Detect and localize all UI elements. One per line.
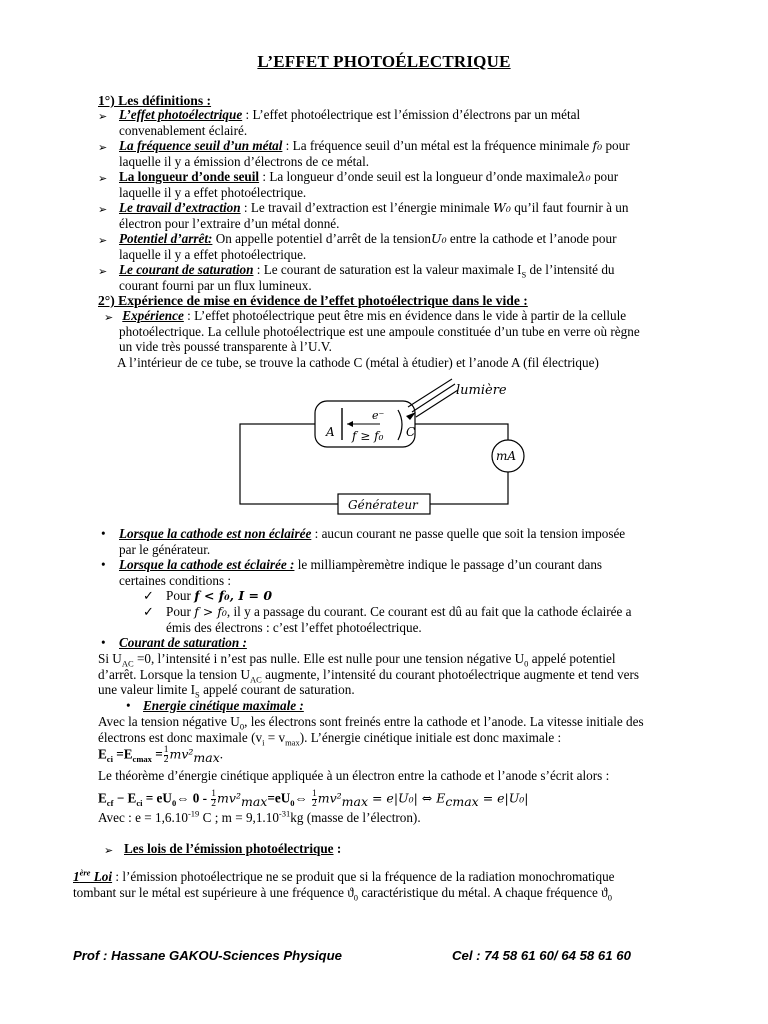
definition-text-cont: convenablement éclairé. [119, 122, 248, 138]
eq-text: − E [113, 790, 137, 806]
equation-kinetic-energy [98, 746, 223, 765]
arrow-bullet-icon: ➢ [104, 312, 114, 324]
eq-text: = [151, 746, 163, 762]
subscript: cmax [132, 754, 152, 765]
definition-text: de l’intensité du [526, 262, 615, 277]
condition-text: Pour [166, 588, 195, 603]
page-title: L’EFFET PHOTOÉLECTRIQUE [257, 52, 511, 71]
laws-heading-colon: : [333, 841, 342, 856]
arrow-bullet-icon: ➢ [98, 204, 108, 216]
eq-text: mv² [217, 790, 241, 806]
subscript: 0 [239, 721, 245, 732]
frac-den: 2 [163, 755, 169, 765]
eq-text: mv² [317, 790, 342, 806]
eq-text: mv² [169, 746, 194, 762]
definition-item [119, 231, 675, 262]
definition-text: qu’il faut fournir à un [510, 200, 629, 215]
subscript: AC [249, 674, 262, 685]
checkmark-icon: ✓ [143, 588, 155, 603]
math-symbol: f₀ [592, 138, 603, 153]
superscript: -19 [187, 808, 200, 819]
first-law-term [73, 869, 112, 884]
eq-text: = e|U₀| ⇔ E [368, 790, 446, 806]
definition-term: La fréquence seuil d’un métal [119, 138, 283, 153]
subscript: 0 [290, 798, 295, 809]
definition-term: Le courant de saturation [119, 262, 254, 277]
para-text: : l’émission photoélectrique ne se produit que si la fréquence de la radiation monochromatique [112, 869, 615, 884]
subscript: S [195, 689, 200, 700]
eq-text: E [98, 790, 107, 806]
first-law-paragraph [73, 867, 693, 903]
observation-term: Lorsque la cathode est éclairée : [119, 557, 295, 572]
bullet-dot-icon: • [126, 698, 131, 713]
saturation-heading [119, 635, 247, 651]
observation-term: Energie cinétique maximale : [143, 698, 304, 713]
observation-term: Lorsque la cathode est non éclairée [119, 526, 312, 541]
math-symbol: U₀ [431, 231, 447, 246]
subscript: max [341, 794, 369, 810]
experiment-term: Expérience [122, 308, 184, 323]
para-text: tombant sur le métal est supérieure à une fréquence ϑ [73, 884, 354, 900]
experiment-text-anode: A l’intérieur de ce tube, se trouve la cathode C (métal à étudier) et l’anode A (fil électrique) [117, 355, 599, 370]
subscript: 0 [353, 892, 359, 903]
definition-text-cont: laquelle il y a effet photoélectrique. [119, 184, 307, 200]
definition-term: L’effet photoélectrique [119, 107, 243, 122]
frequency-condition-label: f ≥ f₀ [352, 429, 384, 443]
observation-term: Courant de saturation : [119, 635, 247, 650]
arrow-bullet-icon: ➢ [98, 235, 108, 247]
frac-num: 1 [163, 745, 169, 755]
math-condition: f > f₀ [194, 604, 227, 619]
milliammeter-label: mA [496, 449, 517, 463]
definition-text: : La longueur d’onde seuil est la longueur d’onde maximale [259, 169, 578, 184]
eq-text: E [98, 746, 107, 762]
observation-dark [119, 526, 679, 557]
laws-heading-text: Les lois de l’émission photoélectrique [124, 841, 334, 856]
definition-text: : Le courant de saturation est la valeur maximale I [253, 262, 522, 277]
anode-label: A [326, 425, 335, 439]
subscript: max [285, 737, 300, 748]
para-text: Si U [98, 651, 122, 666]
arrow-bullet-icon: ➢ [98, 266, 108, 278]
observation-text: le milliampèremètre indique le passage d’un courant dans [294, 557, 603, 572]
section-heading-laws [124, 841, 341, 857]
observation-text: par le générateur. [119, 541, 211, 557]
eq-text: = eU [142, 790, 172, 806]
definition-term: Le travail d’extraction [119, 200, 241, 215]
definition-text-cont: électron pour l’extraire d’un métal donné. [119, 215, 340, 231]
condition-text: Pour [166, 604, 195, 619]
para-text: Avec la tension négative U [98, 714, 240, 729]
subscript: i [262, 737, 265, 748]
equation-theorem [98, 790, 529, 809]
kinetic-energy-paragraph [98, 714, 698, 748]
subscript: max [193, 750, 220, 766]
eq-text: =eU [267, 790, 291, 806]
eq-text: ⇔ 0 - [176, 790, 207, 806]
eq-text: =E [112, 746, 133, 762]
arrow-bullet-icon: ➢ [98, 142, 108, 154]
subscript: max [240, 794, 268, 810]
subscript: 0 [524, 658, 529, 669]
theorem-line: Le théorème d’énergie cinétique appliquée à un électron entre la cathode et l’anode s’écrit alors : [98, 768, 610, 783]
bullet-dot-icon: • [101, 635, 106, 650]
light-rays-icon [406, 379, 458, 420]
definition-text: entre la cathode et l’anode pour [446, 231, 617, 246]
experiment-text: un vide très poussé transparente à l’U.V. [119, 339, 332, 355]
definition-item [119, 262, 675, 293]
footer-phone: Cel : 74 58 61 60/ 64 58 61 60 [452, 948, 631, 963]
subscript: cmax [445, 794, 479, 810]
definition-term: Potentiel d’arrêt: [119, 231, 213, 246]
experiment-text: photoélectrique. La cellule photoélectrique est une ampoule constituée d’un tube en verre où règne [119, 323, 640, 339]
electron-label: e⁻ [372, 409, 385, 422]
para-text: appelé potentiel [528, 651, 616, 666]
law-word: Loi [90, 869, 113, 884]
para-text: = v [264, 729, 286, 745]
subscript: 0 [607, 892, 612, 903]
para-text: Avec : e = 1,6.10 [98, 810, 188, 825]
arrow-bullet-icon: ➢ [98, 173, 108, 185]
fraction-one-half [312, 790, 317, 809]
section-heading-experiment: 2°) Expérience de mise en évidence de l’effet photoélectrique dans le vide : [98, 293, 528, 308]
definition-item [119, 138, 675, 169]
checkmark-icon: ✓ [143, 604, 155, 619]
generator-label: Générateur [348, 498, 418, 512]
definition-text: On appelle potentiel d’arrêt de la tension [212, 231, 432, 246]
superscript: ère [79, 867, 91, 878]
observation-text: : aucun courant ne passe quelle que soit la tension imposée [311, 526, 626, 541]
observation-lit [119, 557, 679, 588]
eq-text: . [219, 746, 224, 762]
frac-den: 2 [211, 799, 217, 809]
superscript: -31 [278, 808, 291, 819]
condition-no-current [166, 588, 272, 604]
experiment-text: : L’effet photoélectrique peut être mis en évidence dans le vide à partir de la cellule [183, 308, 627, 323]
para-text: ). L’énergie cinétique initiale est donc maximale : [299, 729, 562, 745]
eq-text: ⇔ [294, 790, 311, 806]
subscript: ci [106, 754, 113, 765]
para-text: d’arrêt. Lorsque la tension U [98, 666, 250, 682]
cathode-label: C [406, 425, 416, 439]
condition-text: émis des électrons : c’est l’effet photoélectrique. [166, 619, 422, 635]
math-symbol: W₀ [493, 200, 511, 215]
para-text: C ; m = 9,1.10 [199, 810, 279, 825]
para-text: caractéristique du métal. A chaque fréquence ϑ [358, 884, 608, 900]
definition-text: : La fréquence seuil d’un métal est la fréquence minimale [282, 138, 593, 153]
bullet-dot-icon: • [101, 526, 106, 541]
math-symbol: λ₀ [577, 169, 591, 184]
para-text: kg (masse de l’électron). [290, 810, 421, 825]
definition-text: pour [590, 169, 619, 184]
definition-item [119, 169, 675, 200]
definition-text: pour [602, 138, 630, 153]
para-text: , les électrons sont freinés entre la cathode et l’anode. La vitesse initiale des [244, 714, 644, 729]
frac-num: 1 [311, 789, 317, 799]
math-condition: f < f₀, I = 0 [194, 588, 273, 603]
light-label: lumière [456, 383, 507, 398]
para-text: augmente, l’intensité du courant photoélectrique augmente et tend vers [261, 666, 639, 682]
para-text: une valeur limite I [98, 682, 196, 698]
subscript: 0 [171, 798, 177, 809]
photocell-circuit-diagram [230, 374, 530, 524]
footer-author: Prof : Hassane GAKOU-Sciences Physique [73, 948, 342, 963]
condition-text: , il y a passage du courant. Ce courant est dû au fait que la cathode éclairée a [226, 604, 632, 619]
eq-text: = e|U₀| [478, 790, 529, 806]
definition-text: : Le travail d’extraction est l’énergie minimale [240, 200, 494, 215]
para-text: appelé courant de saturation. [199, 682, 355, 698]
definition-item [119, 200, 675, 231]
kinetic-energy-heading [143, 698, 304, 714]
definition-text-cont: laquelle il y a effet photoélectrique. [119, 246, 307, 262]
para-text: électrons est donc maximale (v [98, 729, 263, 745]
arrow-bullet-icon: ➢ [104, 845, 114, 857]
observation-text: certaines conditions : [119, 572, 232, 588]
subscript: cf [106, 798, 114, 809]
section-heading-definitions: 1°) Les définitions : [98, 93, 212, 108]
definition-item [119, 107, 675, 138]
condition-current [166, 604, 686, 635]
subscript: ci [136, 798, 143, 809]
definition-text-cont: laquelle il y a émission d’électrons de ce métal. [119, 153, 370, 169]
para-text: =0, l’intensité i n’est pas nulle. Elle est nulle pour une tension négative U [133, 651, 525, 666]
saturation-paragraph [98, 651, 688, 698]
fraction-one-half [211, 790, 216, 809]
definition-term: La longueur d’onde seuil [119, 169, 260, 184]
experiment-paragraph [119, 308, 689, 355]
fraction-one-half [164, 746, 169, 765]
constants-line [98, 810, 421, 826]
frac-num: 1 [211, 789, 217, 799]
law-number: 1 [73, 869, 80, 884]
bullet-dot-icon: • [101, 557, 106, 572]
definition-text: : L’effet photoélectrique est l’émission d’électrons par un métal [242, 107, 581, 122]
frac-den: 2 [311, 799, 317, 809]
definition-text-cont: courant fourni par un flux lumineux. [119, 277, 312, 293]
arrow-bullet-icon: ➢ [98, 111, 108, 123]
subscript: S [521, 269, 527, 280]
subscript: AC [121, 658, 134, 669]
